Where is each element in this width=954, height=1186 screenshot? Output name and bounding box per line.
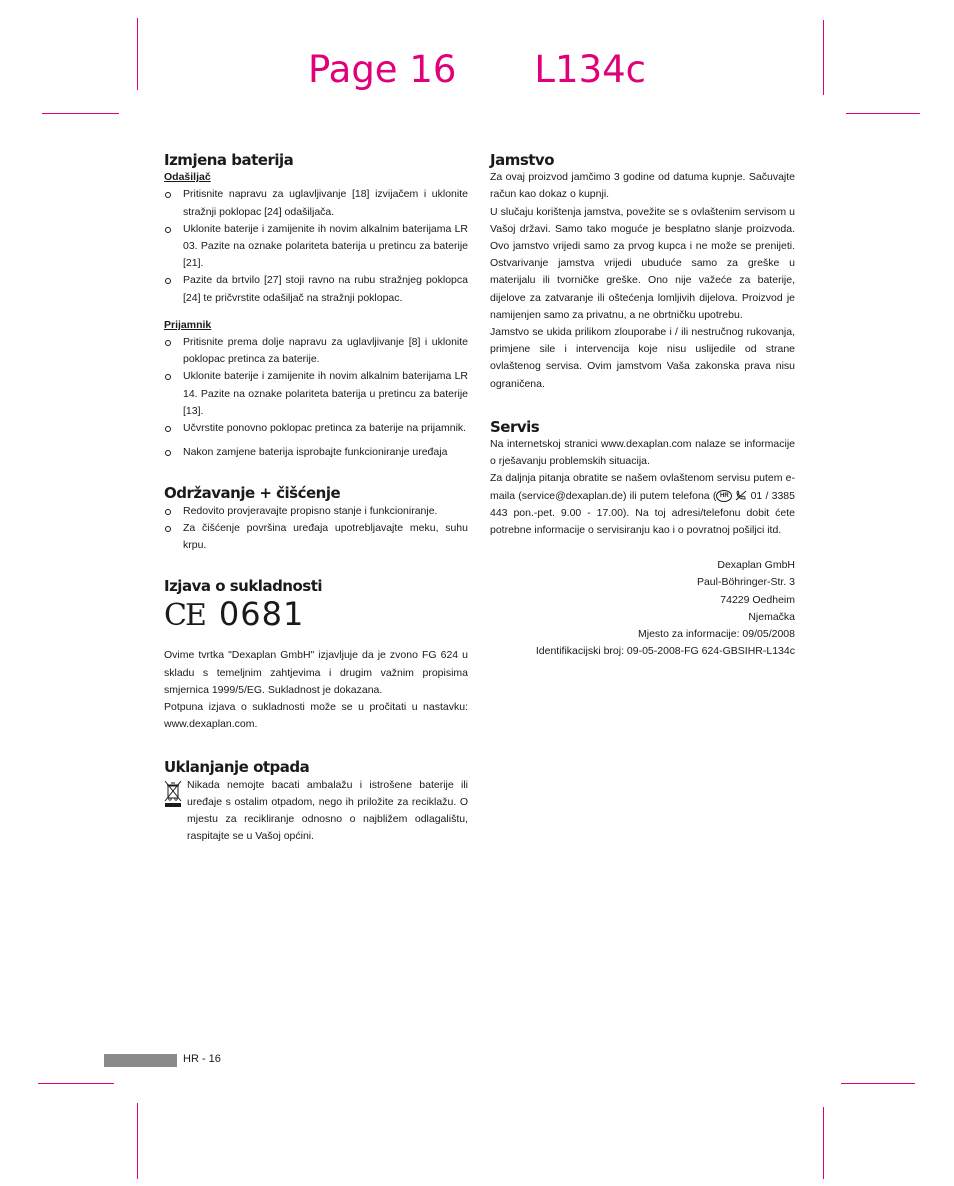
address-line: Identifikacijski broj: 09-05-2008-FG 624-GBSIHR-L134c — [535, 645, 795, 658]
list-item: Nakon zamjene baterija isprobajte funkcioniranje uređaja — [164, 444, 468, 461]
page-header — [0, 48, 954, 91]
conformity-section-title: Izjava o sukladnosti — [164, 577, 323, 596]
warranty-paragraph: Jamstvo se ukida prilikom zlouporabe i / ili nestručnog rukovanja, primjene sile i intervencija koje nisu uslijedile od strane ovlaštenog servisa. Ovim jamstvom Vaša zakonska prava nisu ograničena. — [490, 326, 795, 390]
address-line: Dexaplan GmbH — [717, 559, 795, 572]
warranty-paragraph: U slučaju korištenja jamstva, povežite se s ovlaštenim servisom u Vašoj državi. Samo tako moguće je besplatno slanje proizvoda. Ovo jamstvo vrijedi samo za prvog kupca i ne može se prenijeti. Ostvarivanje jamstva vrijedi ubuduće samo za greške u materijalu ili tvorničke greške. Ono nije važeće za baterije, dijelove za zatvaranje ili oštećenja lomljivih dijelova. Proizvod je namijenjen samo za privatnu, a ne obrtničku upotrebu. — [490, 205, 795, 321]
disposal-block — [164, 777, 468, 846]
disposal-section-title: Uklanjanje otpada — [164, 758, 310, 777]
crossed-bin-icon — [164, 780, 182, 808]
service-text-after: 01 / 3385 443 pon.-pet. 9.00 - 17.00). Na toj adresi/telefonu dobit ćete potrebne informacije o servisiranju kao i o povratnoj pošiljci itd. — [490, 489, 795, 537]
maintenance-list — [164, 503, 468, 555]
disposal-text: Nikada nemojte bacati ambalažu i istrošene baterije ili uređaje s ostalim otpadom, nego ih priložite za reciklažu. O mjestu za recikliranje odnosno o najbližem odlagalištu, raspitajte se u Vašoj općini. — [187, 778, 468, 843]
receiver-steps — [164, 334, 468, 461]
warranty-paragraph: Za ovaj proizvod jamčimo 3 godine od datuma kupnje. Sačuvajte račun kao dokaz o kupnji. — [490, 171, 795, 201]
address-line: Mjesto za informacije: 09/05/2008 — [637, 628, 795, 641]
list-item: Pritisnite napravu za uglavljivanje [18] izvijačem i uklonite stražnji poklopac [24] odašiljača. — [164, 186, 468, 220]
crop-mark-bottom-right-vertical — [823, 1107, 824, 1179]
conformity-paragraph: Potpuna izjava o sukladnosti može se u pročitati u nastavku: www.dexaplan.com. — [164, 701, 468, 731]
list-item: Redovito provjeravajte propisno stanje i funkcioniranje. — [164, 503, 468, 520]
left-column — [164, 152, 468, 846]
maintenance-section-title: Održavanje + čišćenje — [164, 484, 341, 503]
transmitter-subtitle: Odašiljač — [164, 171, 211, 184]
warranty-section-title: Jamstvo — [490, 151, 555, 169]
list-item: Za čišćenje površina uređaja upotrebljavajte meku, suhu krpu. — [164, 520, 468, 554]
ce-mark-row — [164, 597, 468, 633]
transmitter-steps — [164, 186, 468, 306]
ce-number: 0681 — [218, 595, 305, 634]
list-item: Uklonite baterije i zamijenite ih novim alkalnim baterijama LR 03. Pazite na oznake polariteta baterija u pretincu za baterije [21]. — [164, 221, 468, 273]
receiver-subtitle: Prijamnik — [164, 318, 212, 331]
page-label: Page 16 — [308, 48, 457, 91]
list-item: Pazite da brtvilo [27] stoji ravno na rubu stražnjeg poklopca [24] te pričvrstite odašiljač na stražnji poklopac. — [164, 272, 468, 306]
model-label: L134c — [534, 48, 646, 91]
right-column — [490, 152, 795, 660]
crop-mark-top-left-horizontal — [42, 113, 119, 114]
address-line: 74229 Oedheim — [720, 593, 795, 606]
service-section-title: Servis — [490, 417, 540, 436]
address-line: Paul-Böhringer-Str. 3 — [696, 576, 795, 589]
service-text-before: Za daljnja pitanja obratite se našem ovlaštenom servisu putem e-maila (service@dexaplan.de) ili putem telefona ( — [490, 472, 795, 502]
service-paragraph — [490, 470, 795, 539]
crop-mark-bottom-right-horizontal — [841, 1083, 915, 1084]
list-item: Učvrstite ponovno poklopac pretinca za baterije na prijamnik. — [164, 420, 468, 437]
footer-bar — [104, 1054, 177, 1067]
ce-mark-icon: CE — [164, 598, 205, 634]
list-item: Uklonite baterije i zamijenite ih novim alkalnim baterijama LR 14. Pazite na oznake polariteta baterija u pretincu za baterije [13]. — [164, 368, 468, 420]
crop-mark-bottom-left-horizontal — [38, 1083, 114, 1084]
phone-icon — [735, 490, 747, 501]
address-line: Njemačka — [748, 610, 795, 623]
company-address — [490, 557, 795, 660]
service-paragraph: Na internetskoj stranici www.dexaplan.com nalaze se informacije o rješavanju problemskih situacija. — [490, 438, 795, 468]
country-code-badge: HR — [716, 490, 732, 502]
conformity-paragraph: Ovime tvrtka "Dexaplan GmbH" izjavljuje da je zvono FG 624 u skladu s temeljnim zahtjevima i drugim važnim propisima smjernica 1999/5/EG. Sukladnost je dokazana. — [164, 649, 468, 696]
crop-mark-bottom-left-vertical — [137, 1103, 138, 1179]
battery-section-title: Izmjena baterija — [164, 151, 294, 169]
crop-mark-top-right-horizontal — [846, 113, 920, 114]
footer-page-ref: HR - 16 — [183, 1053, 221, 1065]
list-item: Pritisnite prema dolje napravu za uglavljivanje [8] i uklonite poklopac pretinca za baterije. — [164, 334, 468, 368]
